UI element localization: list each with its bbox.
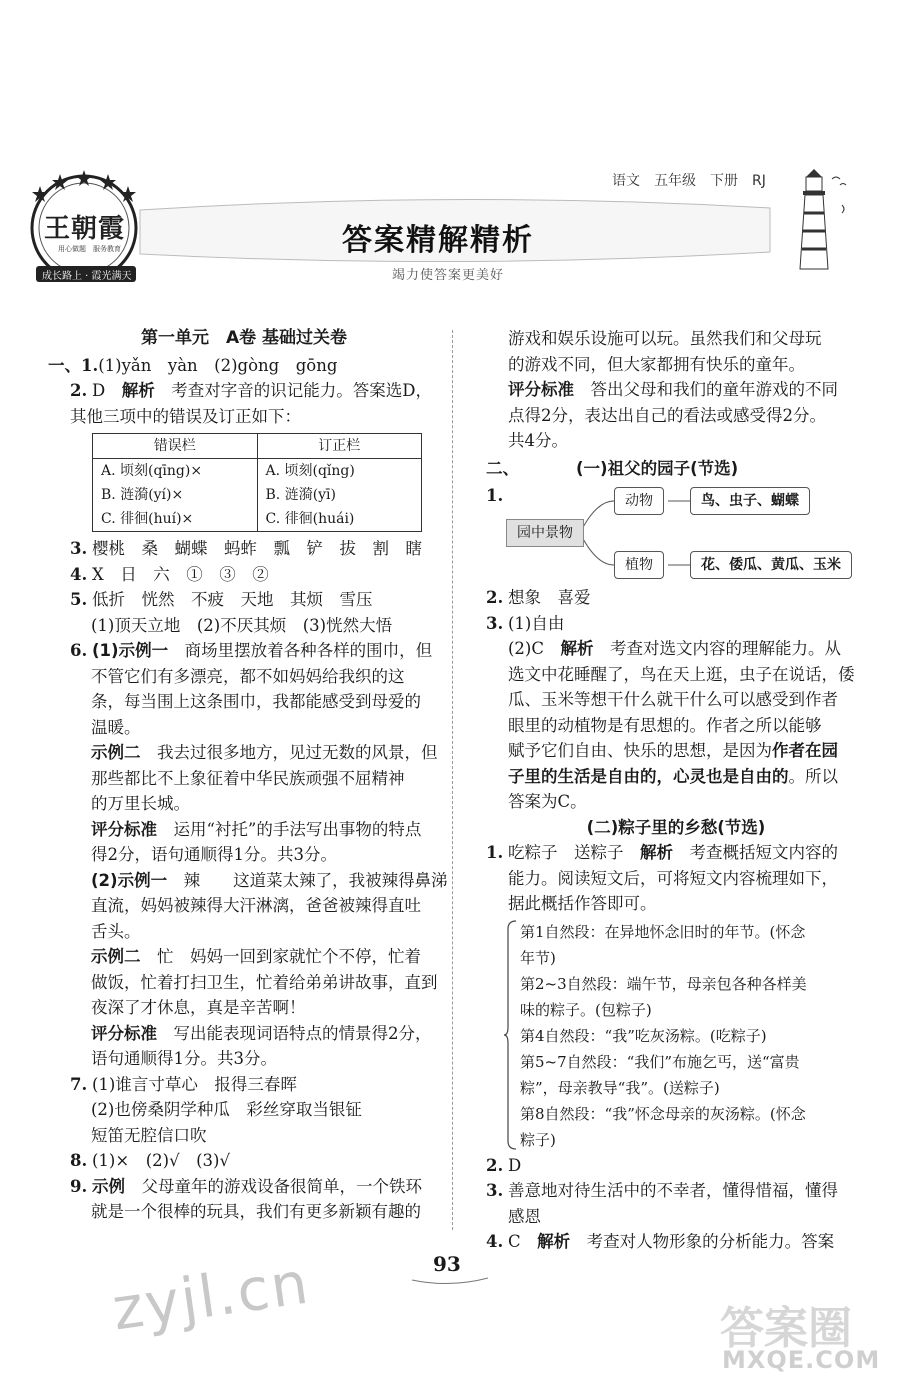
b2-text: D [508,1155,522,1175]
q2-answer: D [92,381,122,400]
b1-text: 吃粽子 送粽子 [508,843,640,862]
q4-text: X 日 六 ① ③ ② [92,564,269,584]
r-line: 答出父母和我们的童年游戏的不同 [574,380,838,399]
section-2-label: 二、 [486,458,519,478]
q6-scoring [48,817,440,843]
outline-item: 味的粽子。(包粽子) [520,1000,652,1019]
lighthouse-icon [770,165,860,275]
q2-rest: 考查对字音的识记能力。答案选D， [154,381,432,400]
outline-bracket [504,919,518,1151]
column-divider [452,330,453,1230]
q6-line: 温暖。 [91,717,141,737]
q4-label: 4. [70,564,88,584]
slogan: 竭力使答案更美好 [392,268,505,283]
error-table-wrap [48,433,440,532]
q6-example2 [48,740,440,766]
q7-text: (1)谁言寸草心 报得三春晖 [92,1074,297,1094]
table-cell: B. 涟漪(yī) [257,483,422,507]
q6-line: 条，每当围上这条围巾，我都能感受到母爱的 [91,692,421,711]
q2-label: 2. [70,381,88,400]
map-q-label: 1. [486,486,504,505]
outline-item: 粽子) [520,1130,556,1149]
table-header-row [93,434,422,459]
q2 [48,378,440,404]
b1-line: 能力。阅读短文后，可将短文内容梳理如下， [508,868,838,888]
p3-line: 眼里的动植物是有思想的。作者之所以能够 [508,715,822,735]
b4 [486,1229,866,1255]
q1 [48,353,440,379]
outline-list [520,919,807,1153]
q3-label: 3. [70,539,88,558]
q7-label: 7. [70,1074,88,1094]
p3-answer: (2)C [508,639,561,658]
q2-line2: 其他三项中的错误及订正如下： [70,406,301,426]
p3-key: 解析 [560,639,594,658]
q6-key: 评分标准 [91,819,157,839]
q7 [48,1072,440,1098]
map-leaf-animals: 鸟、虫子、蝴蝶 [690,487,810,515]
table-cell: A. 顷刻(qǐng) [257,459,422,484]
r-key: 评分标准 [508,380,574,399]
logo-name: 王朝霞 [44,214,126,244]
section-b-title: (二)粽子里的乡愁(节选) [586,817,766,837]
q6-line: 辣 这道菜太辣了，我被辣得鼻涕 [167,870,448,890]
q1-label: 一、1. [48,355,99,375]
unit-title: 第一单元 A卷 基础过关卷 [140,328,348,348]
q6-line: 语句通顺得1分。共3分。 [91,1049,277,1068]
mind-map [486,481,866,585]
outline-item: 粽”，母亲教导“我”。(送粽子) [520,1078,720,1097]
q6-line: 我去过很多地方，见过无数的风景，但 [140,743,438,762]
q6-key: (2)示例一 [91,870,168,890]
p3-line: 考查对选文内容的理解能力。从 [593,639,841,658]
outline [486,917,866,1153]
q6-line: 不管它们有多漂亮，都不如妈妈给我织的这 [91,666,405,686]
b1-key: 解析 [640,843,673,862]
outline-item: 第4自然段：“我”吃灰汤粽。(吃粽子) [520,1026,767,1045]
b1-line: 据此概括作答即可。 [508,894,657,913]
q6-label: 6. [70,641,88,660]
p3-line-bold: 子里的生活是自由的，心灵也是自由的 [508,766,789,786]
table-cell: A. 顷刻(qīng)× [93,459,258,484]
map-leaf-plants: 花、倭瓜、黄瓜、玉米 [690,551,852,579]
outline-item: 第8自然段：“我”怀念母亲的灰汤粽。(怀念 [520,1104,806,1123]
q6-key: 示例二 [91,947,141,966]
b3-label: 3. [486,1181,504,1200]
p3-line [486,738,866,764]
q6-line: 直流，妈妈被辣得大汗淋漓，爸爸被辣得直吐 [91,896,421,915]
table-row [93,483,422,507]
map-branch-plants: 植物 [614,551,664,579]
header [0,160,900,290]
error-table [92,433,422,532]
book-meta: 语文 五年级 下册 RJ [612,173,766,189]
q8 [48,1148,440,1174]
page-title: 答案精解精析 [342,223,534,258]
table-header-cell: 订正栏 [257,434,422,459]
section-2-heading [486,456,866,482]
logo-small-text: 用心做题 服务教育 [58,245,121,253]
q6-line: 夜深了才休息，真是辛苦啊！ [91,998,306,1017]
q6-part2 [48,868,448,894]
p3 [486,611,866,637]
q9 [48,1174,440,1200]
outline-item: 第5~7自然段：“我们”布施乞丐，送“富贵 [520,1052,800,1071]
watermark-daanquan: 答案圈 [720,1303,852,1354]
p3-line: 选文中花睡醒了，鸟在天上逛，虫子在说话，倭 [508,664,855,684]
q6-line: 忙 妈妈一回到家就忙个不停，忙着 [140,947,421,966]
table-row [93,507,422,532]
section-2-title: (一)祖父的园子(节选) [576,458,739,478]
p2 [486,585,866,611]
b1 [486,840,866,866]
q5-text: 低折 恍然 不疲 天地 其烦 雪压 [92,590,373,609]
q9-line: 就是一个很棒的玩具，我们有更多新颖有趣的 [91,1202,421,1221]
outline-item: 年节) [520,948,556,967]
q6-line: 做饭，忙着打扫卫生，忙着给弟弟讲故事，直到 [91,972,438,992]
table-cell: C. 徘徊(huí)× [93,507,258,532]
q6-line: 得2分，语句通顺得1分。共3分。 [91,845,337,864]
table-header-cell: 错误栏 [93,434,258,459]
table-cell: B. 涟漪(yí)× [93,483,258,507]
q2-key: 解析 [121,381,155,400]
q9-line: 父母童年的游戏设备很简单，一个铁环 [125,1176,422,1196]
q4 [48,562,440,588]
q1-text: (1)yǎn yàn (2)gòng gōng [98,355,338,375]
b1-rest: 考查概括短文内容的 [673,843,838,862]
r-scoring [486,377,866,403]
q6-line: 的万里长城。 [91,794,190,813]
logo-ribbon: 成长路上 · 霞光满天 [42,271,132,282]
q5-label: 5. [70,590,88,609]
page-number: 93 [433,1252,461,1276]
p3-line: 瓜、玉米等想干什么就干什么可以感受到作者 [508,690,838,709]
b3 [486,1178,866,1204]
p2-text: 想象 喜爱 [508,588,591,607]
q9-key: 示例 [92,1176,125,1196]
outline-item: 第1自然段：在异地怀念旧时的年节。(怀念 [520,922,806,941]
p3-part2 [486,636,866,662]
q5-line2: (1)顶天立地 (2)不厌其烦 (3)恍然大悟 [91,615,393,635]
b3-line: 感恩 [508,1206,541,1226]
r-line: 点得2分，表达出自己的看法或感受得2分。 [508,405,826,425]
outline-item: 第2~3自然段：端午节，母亲包各种各样美 [520,974,807,993]
table-cell: C. 徘徊(huái) [257,507,422,532]
p3-line-a: 赋予它们自由、快乐的思想，是因为 [508,741,772,760]
left-column [48,326,448,1225]
q6-line: 那些都比不上象征着中华民族顽强不屈精神 [91,768,405,788]
watermark-mxqe: MXQE.COM [722,1346,881,1374]
p3-line [486,764,866,790]
map-branch-animals: 动物 [614,487,664,515]
p2-label: 2. [486,588,504,607]
q8-label: 8. [70,1151,88,1170]
q6-line: 运用“衬托”的手法写出事物的特点 [157,819,422,839]
q6-line: 舌头。 [91,921,141,941]
p3-line: 答案为C。 [508,792,587,811]
logo [22,170,152,290]
r-line: 的游戏不同，但大家都拥有快乐的童年。 [508,354,805,374]
watermark-zyjl: zyjl.cn [108,1248,314,1344]
q6 [48,638,440,664]
table-row [93,459,422,484]
r-line: 游戏和娱乐设施可以玩。虽然我们和父母玩 [508,329,822,348]
q6-line: 写出能表现词语特点的情景得2分， [157,1023,432,1043]
b2-label: 2. [486,1155,504,1175]
p3-text: (1)自由 [508,613,565,633]
b2 [486,1153,866,1179]
q8-text: (1)× (2)√ (3)√ [92,1151,230,1170]
b4-key: 解析 [537,1232,571,1251]
q5 [48,587,440,613]
b4-text: C [508,1232,538,1251]
q6-key: (1)示例一 [92,641,169,660]
q7-line: 短笛无腔信口吹 [91,1125,207,1145]
p3-line-b: 。所以 [788,766,838,786]
q6-key: 示例二 [91,743,141,762]
q3-text: 樱桃 桑 蝴蝶 蚂蚱 瓢 铲 拔 割 瞎 [92,539,422,558]
q6-line: 商场里摆放着各种各样的围巾，但 [168,641,433,660]
p3-line-bold: 作者在园 [772,741,838,760]
r-line: 共4分。 [508,431,568,450]
p3-label: 3. [486,613,504,633]
q6-scoring2 [48,1021,440,1047]
q9-label: 9. [70,1176,88,1196]
q6-part2-example2 [48,944,440,970]
b4-label: 4. [486,1232,504,1251]
b1-label: 1. [486,843,504,862]
page-number-ornament [410,1276,490,1286]
q3 [48,536,440,562]
b4-rest: 考查对人物形象的分析能力。答案 [570,1232,835,1251]
map-center: 园中景物 [506,519,584,547]
b3-text: 善意地对待生活中的不幸者，懂得惜福，懂得 [508,1181,838,1200]
q6-key: 评分标准 [91,1023,157,1043]
right-column [486,326,866,1255]
q7-line: (2)也傍桑阴学种瓜 彩丝穿取当银钲 [91,1100,362,1119]
